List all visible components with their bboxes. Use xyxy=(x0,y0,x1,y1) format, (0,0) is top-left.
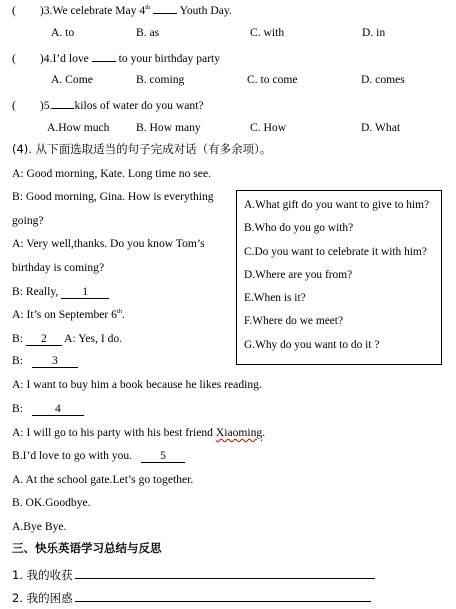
reflection-answer-line[interactable] xyxy=(75,590,371,602)
option-c: C. How xyxy=(250,121,287,134)
dialogue-line-1: A: Good morning, Kate. Long time no see. xyxy=(12,167,211,180)
choice-e: E.When is it? xyxy=(244,292,306,304)
paren-open: ( xyxy=(12,99,16,112)
question-3-stem xyxy=(12,3,232,17)
option-b: B. How many xyxy=(136,121,201,134)
option-b: B. coming xyxy=(136,73,185,86)
dialogue-line-5: birthday is coming? xyxy=(12,261,105,274)
dialogue-line-13 xyxy=(12,450,185,463)
speaker-text: B.I’d love to go with you. xyxy=(12,449,133,462)
paren-close: ) xyxy=(39,52,44,65)
speaker-text: B: xyxy=(12,332,23,345)
ordinal-suffix: th xyxy=(145,4,151,11)
speaker-text: A: I will go to his party with his best friend xyxy=(12,426,216,439)
dialogue-line-11 xyxy=(12,403,84,416)
option-c: C. to come xyxy=(247,73,298,86)
reflection-answer-line[interactable] xyxy=(75,567,375,579)
choice-d: D.Where are you from? xyxy=(244,269,353,281)
answer-blank-5[interactable]: 5 xyxy=(141,450,185,463)
answer-blank-2[interactable]: 2 xyxy=(26,333,62,346)
choice-f: F.Where do we meet? xyxy=(244,315,344,327)
paren-open: ( xyxy=(12,52,16,65)
stem-text: We celebrate May 4 xyxy=(52,4,146,17)
choices-box xyxy=(236,190,442,365)
reflection-item-gains xyxy=(12,567,375,582)
dialogue-line-15: B. OK.Goodbye. xyxy=(12,496,91,509)
dialogue-line-9 xyxy=(12,355,78,368)
paren-close: ) xyxy=(39,99,44,112)
section-4-heading: (4). 从下面选取适当的句子完成对话（有多余项）。 xyxy=(12,142,272,156)
reflection-item-confusions xyxy=(12,590,371,605)
dialogue-line-14: A. At the school gate.Let’s go together. xyxy=(12,473,194,486)
option-d: D. comes xyxy=(361,73,405,86)
name-xiaoming: Xiaoming xyxy=(215,426,263,439)
question-4-stem xyxy=(12,51,220,65)
ordinal-suffix: th xyxy=(116,308,123,315)
option-a: A.How much xyxy=(47,121,110,134)
choice-b: B.Who do you go with? xyxy=(244,222,354,234)
option-a: A. Come xyxy=(51,73,93,86)
question-number: 5. xyxy=(43,99,53,112)
dialogue-line-2: B: Good morning, Gina. How is everything xyxy=(12,190,214,203)
answer-blank[interactable] xyxy=(52,98,74,109)
reflection-label: 2. 我的困惑 xyxy=(12,591,73,605)
reflection-label: 1. 我的收获 xyxy=(12,568,73,582)
paren-open: ( xyxy=(12,4,16,17)
question-number: 4. xyxy=(43,52,53,65)
speaker-text: B: Really, xyxy=(12,285,59,298)
stem-text: Youth Day. xyxy=(179,4,232,17)
question-number: 3. xyxy=(43,4,53,17)
answer-blank[interactable] xyxy=(153,3,177,14)
dialogue-line-4: A: Very well,thanks. Do you know Tom’s xyxy=(12,237,205,250)
dialogue-line-6 xyxy=(12,286,109,299)
dialogue-line-12 xyxy=(12,427,265,439)
section-3-heading: 三、快乐英语学习总结与反思 xyxy=(12,541,162,555)
option-d: D. in xyxy=(362,26,386,39)
choice-c: C.Do you want to celebrate it with him? xyxy=(244,246,427,258)
answer-blank[interactable] xyxy=(92,51,116,62)
choice-g: G.Why do you want to do it ? xyxy=(244,339,380,351)
option-d: D. What xyxy=(361,121,401,134)
dialogue-line-7 xyxy=(12,309,125,321)
stem-text: to your birthday party xyxy=(118,52,221,65)
stem-text: kilos of water do you want? xyxy=(74,99,204,112)
dialogue-line-16: A.Bye Bye. xyxy=(12,520,67,533)
question-5-stem xyxy=(12,98,204,112)
dialogue-line-3: going? xyxy=(12,214,44,227)
answer-blank-4[interactable]: 4 xyxy=(32,403,84,416)
speaker-text: A: Yes, I do. xyxy=(64,332,123,345)
option-a: A. to xyxy=(51,26,75,39)
answer-blank-1[interactable]: 1 xyxy=(61,286,109,299)
stem-text: I’d love xyxy=(52,52,89,65)
choice-a: A.What gift do you want to give to him? xyxy=(244,199,430,211)
period: . xyxy=(262,426,266,439)
option-c: C. with xyxy=(250,26,285,39)
paren-close: ) xyxy=(39,4,44,17)
speaker-text: A: It’s on September 6 xyxy=(12,308,117,321)
speaker-text: B: xyxy=(12,402,23,415)
option-b: B. as xyxy=(136,26,160,39)
answer-blank-3[interactable]: 3 xyxy=(32,355,78,368)
speaker-text: B: xyxy=(12,354,23,367)
dialogue-line-8 xyxy=(12,333,122,346)
dialogue-line-10: A: I want to buy him a book because he likes reading. xyxy=(12,378,262,391)
period: . xyxy=(122,308,125,321)
